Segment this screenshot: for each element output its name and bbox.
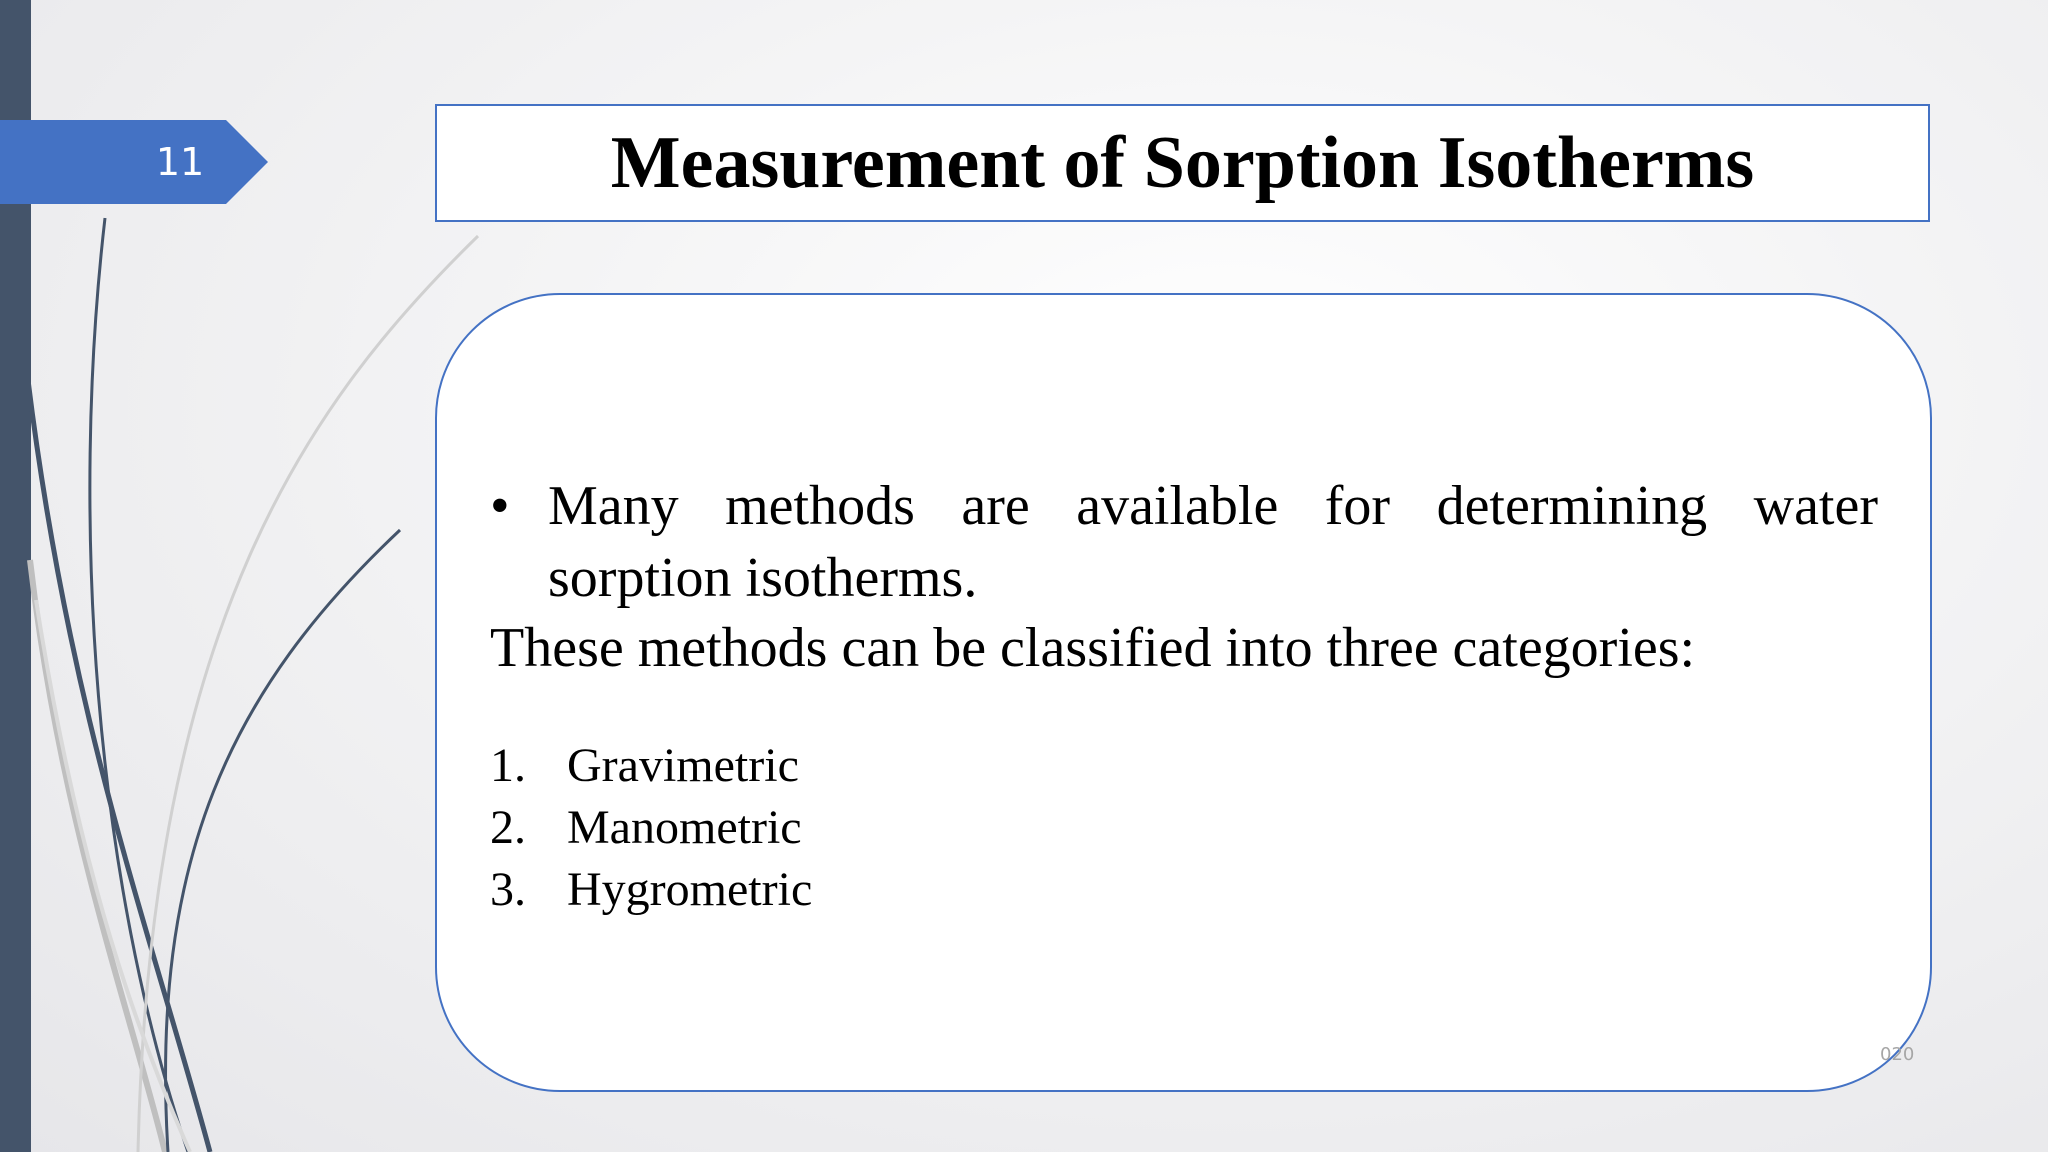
slide-title: Measurement of Sorption Isotherms (610, 121, 1755, 204)
list-item-label: Gravimetric (567, 739, 799, 792)
title-box (435, 104, 1930, 222)
slide-number-tag (0, 120, 268, 204)
methods-list (490, 735, 812, 921)
list-item-label: Hygrometric (567, 863, 813, 916)
footer-date-fragment: 020 (1880, 1044, 1915, 1065)
bullet-paragraph (490, 470, 1878, 614)
intro-text: These methods can be classified into three categories: (490, 617, 1696, 679)
list-item-label: Manometric (567, 801, 802, 854)
bullet-text: Many methods are available for determining water sorption isotherms. (548, 475, 1878, 609)
list-item-number: 1. (490, 739, 526, 792)
list-item (490, 735, 812, 797)
list-item-number: 2. (490, 801, 526, 854)
list-item-number: 3. (490, 863, 526, 916)
content-box (435, 293, 1932, 1092)
list-item (490, 859, 812, 921)
slide-number: 11 (155, 140, 205, 184)
list-item (490, 797, 812, 859)
bullet-marker: • (490, 475, 510, 537)
